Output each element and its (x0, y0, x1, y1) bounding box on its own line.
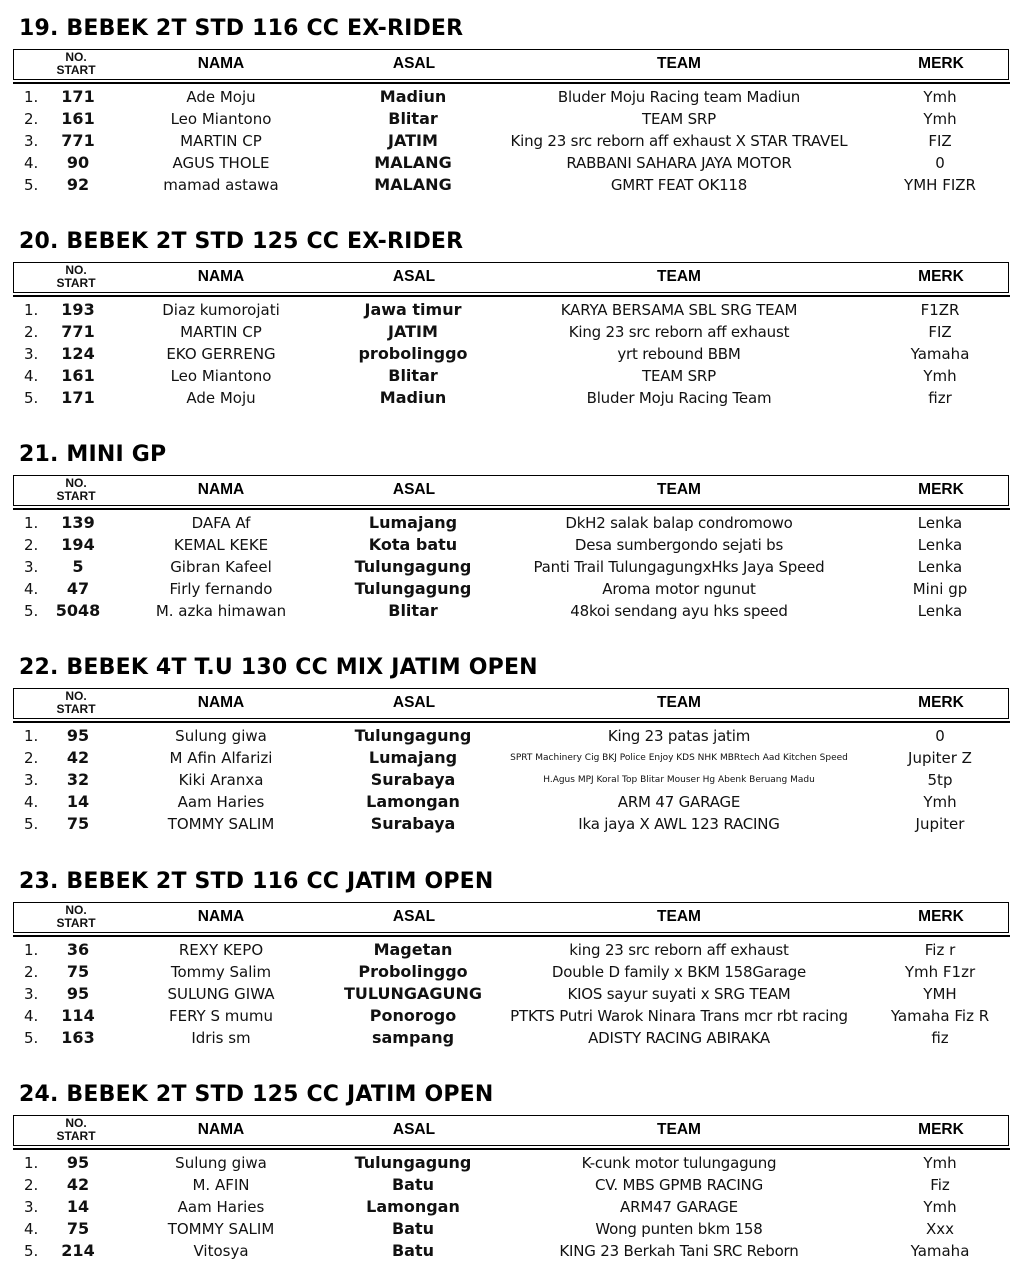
row-start-number: 75 (66, 814, 90, 833)
header-nama: NAMA (197, 694, 245, 711)
header-underline (13, 721, 1010, 723)
header-merk: MERK (918, 908, 964, 925)
row-origin: Lamongan (366, 1197, 460, 1216)
row-rider-name: Aam Haries (177, 1198, 265, 1216)
row-brand: Yamaha Fiz R (890, 1007, 990, 1025)
table-row (0, 983, 1017, 1005)
row-team: K-cunk motor tulungagung (581, 1154, 777, 1172)
row-rank: 2. (24, 536, 39, 554)
row-brand: fizr (928, 389, 952, 407)
results-section (0, 853, 1017, 1063)
row-brand: Fiz r (924, 941, 956, 959)
header-underline (13, 295, 1010, 297)
header-underline (13, 82, 1010, 84)
row-rank: 5. (24, 389, 39, 407)
row-rank: 4. (24, 580, 39, 598)
row-rider-name: mamad astawa (163, 176, 279, 194)
row-rider-name: SULUNG GIWA (167, 985, 275, 1003)
row-rider-name: MARTIN CP (180, 132, 262, 150)
row-rank: 5. (24, 815, 39, 833)
row-brand: 0 (935, 154, 945, 172)
row-start-number: 171 (61, 388, 95, 407)
header-underline (13, 935, 1010, 937)
header-nama: NAMA (197, 268, 245, 285)
row-start-number: 161 (61, 109, 95, 128)
row-team: king 23 src reborn aff exhaust (569, 941, 789, 959)
row-start-number: 32 (66, 770, 90, 789)
header-merk: MERK (918, 268, 964, 285)
results-section (0, 213, 1017, 423)
row-team: 48koi sendang ayu hks speed (570, 602, 788, 620)
row-start-number: 42 (66, 748, 90, 767)
row-rider-name: Leo Miantono (170, 367, 272, 385)
row-team: TEAM SRP (641, 367, 716, 385)
row-brand: Lenka (917, 558, 963, 576)
row-team: RABBANI SAHARA JAYA MOTOR (566, 154, 792, 172)
section-title: 20. BEBEK 2T STD 125 CC EX-RIDER (19, 229, 464, 254)
row-rider-name: REXY KEPO (178, 941, 264, 959)
row-start-number: 163 (61, 1028, 95, 1047)
results-section (0, 0, 1017, 210)
row-rider-name: MARTIN CP (180, 323, 262, 341)
row-rider-name: TOMMY SALIM (167, 1220, 275, 1238)
row-rank: 1. (24, 941, 39, 959)
row-brand: YMH FIZR (904, 176, 976, 194)
row-rank: 5. (24, 176, 39, 194)
header-no-line1: NO. (65, 1116, 87, 1130)
row-start-number: 92 (66, 175, 90, 194)
row-brand: FIZ (928, 323, 952, 341)
row-rider-name: FERY S mumu (168, 1007, 274, 1025)
row-rider-name: Aam Haries (177, 793, 265, 811)
header-merk: MERK (918, 1121, 964, 1138)
row-brand: Fiz (930, 1176, 950, 1194)
row-origin: Blitar (388, 601, 438, 620)
header-team: TEAM (657, 268, 701, 285)
row-rank: 2. (24, 110, 39, 128)
row-brand: fiz (931, 1029, 949, 1047)
header-nama: NAMA (197, 481, 245, 498)
row-origin: Tulungagung (354, 557, 472, 576)
row-rank: 2. (24, 323, 39, 341)
table-row (0, 152, 1017, 174)
row-start-number: 95 (66, 726, 90, 745)
header-asal: ASAL (392, 908, 436, 925)
row-origin: TULUNGAGUNG (343, 984, 483, 1003)
row-rank: 1. (24, 1154, 39, 1172)
table-row (0, 1005, 1017, 1027)
row-rank: 1. (24, 301, 39, 319)
row-origin: Ponorogo (369, 1006, 457, 1025)
table-header (13, 1115, 1009, 1146)
row-start-number: 95 (66, 984, 90, 1003)
header-nama: NAMA (197, 1121, 245, 1138)
table-row (0, 769, 1017, 791)
row-rank: 2. (24, 1176, 39, 1194)
table-row (0, 130, 1017, 152)
row-start-number: 194 (61, 535, 95, 554)
row-origin: Tulungagung (354, 1153, 472, 1172)
header-merk: MERK (918, 55, 964, 72)
row-rider-name: M. AFIN (192, 1176, 250, 1194)
table-row (0, 1218, 1017, 1240)
row-brand: Lenka (917, 602, 963, 620)
row-team: Bluder Moju Racing Team (586, 389, 772, 407)
header-asal: ASAL (392, 694, 436, 711)
row-rank: 1. (24, 514, 39, 532)
row-rank: 3. (24, 771, 39, 789)
row-brand: Yamaha (910, 1242, 970, 1260)
row-rank: 1. (24, 88, 39, 106)
section-title: 22. BEBEK 4T T.U 130 CC MIX JATIM OPEN (19, 655, 538, 680)
row-team: KIOS sayur suyati x SRG TEAM (567, 985, 791, 1003)
row-brand: Lenka (917, 536, 963, 554)
table-row (0, 600, 1017, 622)
row-team: TEAM SRP (641, 110, 716, 128)
row-team: H.Agus MPJ Koral Top Blitar Mouser Hg Abenk Beruang Madu (543, 775, 815, 785)
row-brand: Ymh (923, 110, 957, 128)
header-no-line2: START (56, 63, 96, 77)
header-no-start (44, 477, 108, 503)
table-row (0, 108, 1017, 130)
results-section (0, 1066, 1017, 1276)
row-origin: Probolinggo (358, 962, 468, 981)
row-rider-name: M. azka himawan (155, 602, 287, 620)
row-origin: JATIM (388, 322, 438, 341)
row-origin: Blitar (388, 366, 438, 385)
table-row (0, 512, 1017, 534)
results-section (0, 639, 1017, 849)
row-brand: Ymh (923, 793, 957, 811)
section-title: 23. BEBEK 2T STD 116 CC JATIM OPEN (19, 869, 494, 894)
header-nama: NAMA (197, 55, 245, 72)
row-rank: 5. (24, 1242, 39, 1260)
row-team: Desa sumbergondo sejati bs (574, 536, 784, 554)
table-header (13, 262, 1009, 293)
row-origin: Madiun (379, 87, 447, 106)
table-row (0, 961, 1017, 983)
header-no-start (44, 51, 108, 77)
header-no-line2: START (56, 1129, 96, 1143)
header-asal: ASAL (392, 268, 436, 285)
row-origin: Blitar (388, 109, 438, 128)
row-team: SPRT Machinery Cig BKJ Police Enjoy KDS NHK MBRtech Aad Kitchen Speed (510, 753, 848, 763)
row-rider-name: DAFA Af (191, 514, 251, 532)
row-brand: Jupiter (915, 815, 965, 833)
row-rank: 3. (24, 345, 39, 363)
table-row (0, 365, 1017, 387)
row-brand: Ymh (923, 1198, 957, 1216)
table-row (0, 939, 1017, 961)
row-team: PTKTS Putri Warok Ninara Trans mcr rbt racing (510, 1007, 848, 1025)
row-rank: 3. (24, 985, 39, 1003)
row-rank: 4. (24, 1007, 39, 1025)
header-no-line1: NO. (65, 476, 87, 490)
header-no-start (44, 264, 108, 290)
row-brand: Yamaha (910, 345, 970, 363)
row-team: GMRT FEAT OK118 (610, 176, 748, 194)
table-row (0, 556, 1017, 578)
row-rider-name: M Afin Alfarizi (169, 749, 273, 767)
header-team: TEAM (657, 481, 701, 498)
row-rank: 3. (24, 132, 39, 150)
section-title: 19. BEBEK 2T STD 116 CC EX-RIDER (19, 16, 464, 41)
row-origin: Lumajang (368, 513, 458, 532)
row-rider-name: Firly fernando (169, 580, 273, 598)
table-row (0, 1174, 1017, 1196)
header-no-line1: NO. (65, 689, 87, 703)
row-start-number: 124 (61, 344, 95, 363)
header-no-start (44, 904, 108, 930)
header-team: TEAM (657, 1121, 701, 1138)
row-start-number: 771 (61, 131, 95, 150)
row-rider-name: Ade Moju (186, 389, 256, 407)
row-rider-name: Vitosya (193, 1242, 249, 1260)
row-start-number: 771 (61, 322, 95, 341)
row-brand: Lenka (917, 514, 963, 532)
row-origin: Surabaya (370, 770, 456, 789)
table-row (0, 1152, 1017, 1174)
row-start-number: 5 (72, 557, 84, 576)
row-rider-name: Diaz kumorojati (162, 301, 280, 319)
row-rank: 4. (24, 367, 39, 385)
row-rank: 5. (24, 1029, 39, 1047)
table-row (0, 174, 1017, 196)
row-rank: 3. (24, 558, 39, 576)
table-row (0, 1196, 1017, 1218)
row-rider-name: Ade Moju (186, 88, 256, 106)
row-origin: probolinggo (358, 344, 468, 363)
row-origin: Tulungagung (354, 579, 472, 598)
row-brand: Jupiter Z (908, 749, 972, 767)
row-team: Double D family x BKM 158Garage (551, 963, 807, 981)
header-no-line2: START (56, 276, 96, 290)
row-start-number: 14 (66, 1197, 90, 1216)
row-origin: Tulungagung (354, 726, 472, 745)
row-team: Panti Trail TulungagungxHks Jaya Speed (533, 558, 825, 576)
row-origin: Magetan (373, 940, 453, 959)
row-team: Bluder Moju Racing team Madiun (557, 88, 801, 106)
table-row (0, 725, 1017, 747)
row-team: ARM47 GARAGE (620, 1198, 738, 1216)
header-no-line2: START (56, 489, 96, 503)
header-underline (13, 508, 1010, 510)
row-rank: 5. (24, 602, 39, 620)
row-origin: Lamongan (366, 792, 460, 811)
row-brand: FIZ (928, 132, 952, 150)
section-title: 21. MINI GP (19, 442, 167, 467)
row-origin: Madiun (379, 388, 447, 407)
row-brand: F1ZR (920, 301, 960, 319)
table-row (0, 791, 1017, 813)
row-brand: Ymh (923, 88, 957, 106)
row-start-number: 193 (61, 300, 95, 319)
header-team: TEAM (657, 55, 701, 72)
row-origin: Kota batu (368, 535, 458, 554)
row-brand: 0 (935, 727, 945, 745)
header-no-start (44, 690, 108, 716)
row-start-number: 5048 (55, 601, 101, 620)
row-rank: 4. (24, 154, 39, 172)
row-brand: Xxx (925, 1220, 955, 1238)
row-team: Wong punten bkm 158 (595, 1220, 763, 1238)
row-team: yrt rebound BBM (617, 345, 741, 363)
row-rider-name: Idris sm (191, 1029, 251, 1047)
row-team: Ika jaya X AWL 123 RACING (578, 815, 780, 833)
header-asal: ASAL (392, 481, 436, 498)
table-row (0, 534, 1017, 556)
row-rank: 1. (24, 727, 39, 745)
section-title: 24. BEBEK 2T STD 125 CC JATIM OPEN (19, 1082, 494, 1107)
row-rider-name: EKO GERRENG (166, 345, 276, 363)
row-start-number: 161 (61, 366, 95, 385)
row-origin: MALANG (374, 153, 452, 172)
table-row (0, 813, 1017, 835)
header-merk: MERK (918, 694, 964, 711)
row-team: ARM 47 GARAGE (617, 793, 741, 811)
table-row (0, 578, 1017, 600)
row-start-number: 90 (66, 153, 90, 172)
row-origin: Lumajang (368, 748, 458, 767)
row-rider-name: Kiki Aranxa (178, 771, 264, 789)
table-row (0, 387, 1017, 409)
row-start-number: 171 (61, 87, 95, 106)
row-brand: Ymh (923, 367, 957, 385)
row-start-number: 95 (66, 1153, 90, 1172)
header-no-line1: NO. (65, 263, 87, 277)
row-rank: 4. (24, 793, 39, 811)
table-row (0, 747, 1017, 769)
row-team: KARYA BERSAMA SBL SRG TEAM (560, 301, 798, 319)
row-rider-name: Sulung giwa (175, 727, 267, 745)
row-start-number: 47 (66, 579, 90, 598)
row-origin: Batu (391, 1241, 435, 1260)
header-no-line1: NO. (65, 903, 87, 917)
row-origin: sampang (371, 1028, 455, 1047)
row-rank: 2. (24, 963, 39, 981)
row-start-number: 42 (66, 1175, 90, 1194)
row-origin: Batu (391, 1175, 435, 1194)
row-brand: Ymh F1zr (904, 963, 976, 981)
row-start-number: 75 (66, 962, 90, 981)
header-underline (13, 1148, 1010, 1150)
row-rider-name: Leo Miantono (170, 110, 272, 128)
table-row (0, 86, 1017, 108)
row-team: ADISTY RACING ABIRAKA (588, 1029, 770, 1047)
row-origin: Jawa timur (364, 300, 462, 319)
row-rider-name: AGUS THOLE (172, 154, 270, 172)
header-asal: ASAL (392, 1121, 436, 1138)
row-start-number: 14 (66, 792, 90, 811)
header-no-start (44, 1117, 108, 1143)
row-origin: Surabaya (370, 814, 456, 833)
row-team: KING 23 Berkah Tani SRC Reborn (559, 1242, 799, 1260)
row-origin: JATIM (388, 131, 438, 150)
table-row (0, 321, 1017, 343)
table-row (0, 299, 1017, 321)
row-team: Aroma motor ngunut (602, 580, 756, 598)
header-team: TEAM (657, 908, 701, 925)
row-team: King 23 src reborn aff exhaust X STAR TRAVEL (510, 132, 848, 150)
header-no-line1: NO. (65, 50, 87, 64)
row-start-number: 139 (61, 513, 95, 532)
table-row (0, 1240, 1017, 1262)
row-team: King 23 patas jatim (607, 727, 751, 745)
row-start-number: 214 (61, 1241, 95, 1260)
table-header (13, 688, 1009, 719)
table-row (0, 343, 1017, 365)
row-start-number: 36 (66, 940, 90, 959)
row-rank: 3. (24, 1198, 39, 1216)
row-rider-name: Sulung giwa (175, 1154, 267, 1172)
row-brand: 5tp (927, 771, 953, 789)
row-team: DkH2 salak balap condromowo (565, 514, 793, 532)
header-no-line2: START (56, 916, 96, 930)
header-team: TEAM (657, 694, 701, 711)
header-asal: ASAL (392, 55, 436, 72)
row-start-number: 75 (66, 1219, 90, 1238)
row-rank: 2. (24, 749, 39, 767)
row-origin: MALANG (374, 175, 452, 194)
header-no-line2: START (56, 702, 96, 716)
row-origin: Batu (391, 1219, 435, 1238)
row-rider-name: TOMMY SALIM (167, 815, 275, 833)
row-start-number: 114 (61, 1006, 95, 1025)
table-header (13, 902, 1009, 933)
row-brand: YMH (923, 985, 957, 1003)
header-nama: NAMA (197, 908, 245, 925)
results-section (0, 426, 1017, 636)
table-header (13, 49, 1009, 80)
header-merk: MERK (918, 481, 964, 498)
row-rank: 4. (24, 1220, 39, 1238)
row-rider-name: KEMAL KEKE (173, 536, 269, 554)
row-brand: Ymh (923, 1154, 957, 1172)
table-row (0, 1027, 1017, 1049)
row-rider-name: Tommy Salim (170, 963, 272, 981)
row-brand: Mini gp (912, 580, 968, 598)
row-team: CV. MBS GPMB RACING (594, 1176, 764, 1194)
row-team: King 23 src reborn aff exhaust (568, 323, 790, 341)
table-header (13, 475, 1009, 506)
row-rider-name: Gibran Kafeel (170, 558, 272, 576)
